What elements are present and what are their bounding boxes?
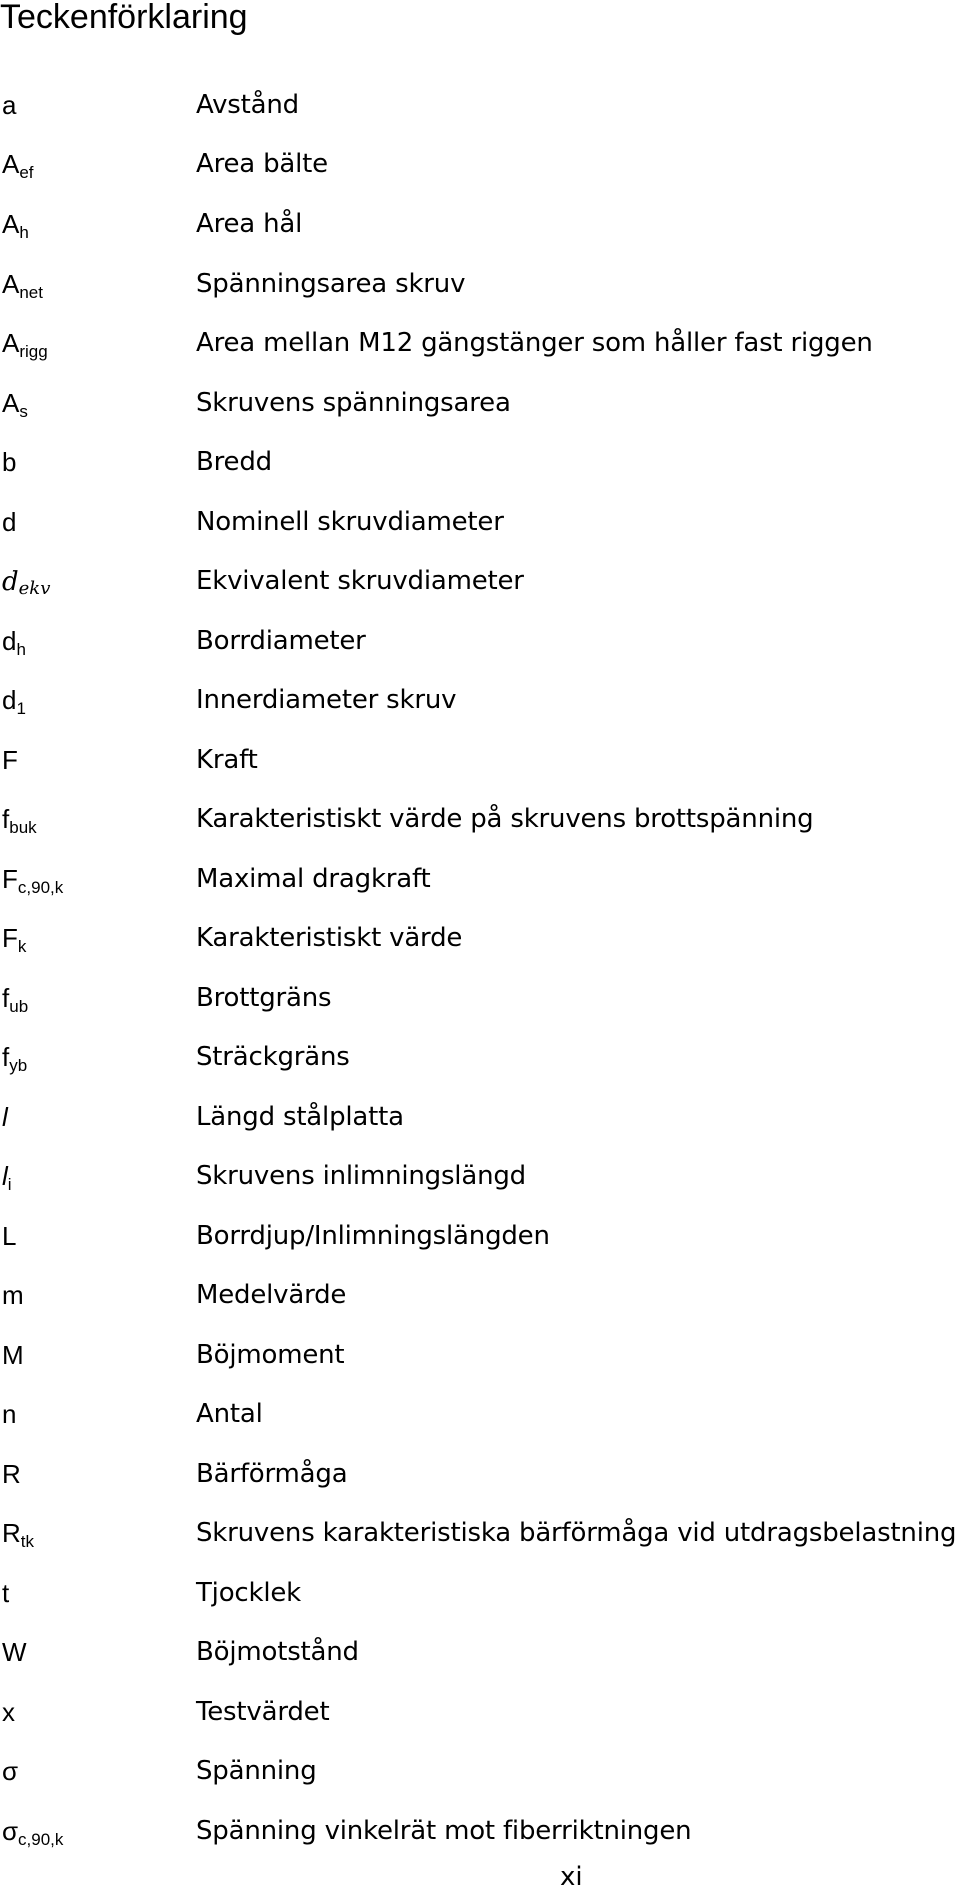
legend-description: Spänning bbox=[196, 1756, 317, 1786]
legend-row bbox=[0, 388, 960, 428]
legend-symbol: m bbox=[2, 1280, 24, 1310]
legend-row bbox=[0, 1637, 960, 1677]
legend-row bbox=[0, 804, 960, 844]
legend-symbol: $\sigma_{c,90,k}$ bbox=[2, 1816, 64, 1849]
legend-symbol: a bbox=[2, 90, 17, 120]
legend-symbol: $d_h$ bbox=[2, 626, 26, 659]
legend-row bbox=[0, 923, 960, 963]
legend-row bbox=[0, 269, 960, 309]
legend-symbol: $A_s$ bbox=[2, 388, 28, 421]
legend-symbol: $R_{tk}$ bbox=[2, 1518, 35, 1551]
legend-row bbox=[0, 447, 960, 487]
legend-symbol: $F_k$ bbox=[2, 923, 27, 956]
legend-row bbox=[0, 149, 960, 189]
legend-description: Nominell skruvdiameter bbox=[196, 507, 504, 537]
legend-row bbox=[0, 1756, 960, 1796]
legend-symbol: $f_{yb}$ bbox=[2, 1042, 28, 1075]
legend-row bbox=[0, 1280, 960, 1320]
page-number: xi bbox=[560, 1862, 583, 1892]
legend-description: Längd stålplatta bbox=[196, 1102, 404, 1132]
legend-row bbox=[0, 1042, 960, 1082]
legend-row bbox=[0, 1221, 960, 1261]
legend-row bbox=[0, 1340, 960, 1380]
legend-description: Innerdiameter skruv bbox=[196, 685, 457, 715]
legend-description: Bärförmåga bbox=[196, 1459, 348, 1489]
legend-symbol: $A_h$ bbox=[2, 209, 29, 242]
legend-description: Area hål bbox=[196, 209, 303, 239]
legend-row bbox=[0, 1459, 960, 1499]
legend-symbol: l bbox=[2, 1102, 8, 1132]
legend-description: Area bälte bbox=[196, 149, 328, 179]
legend-description: Medelvärde bbox=[196, 1280, 347, 1310]
legend-row bbox=[0, 745, 960, 785]
legend-description: Area mellan M12 gängstänger som håller fast riggen bbox=[196, 328, 873, 358]
legend-symbol: M bbox=[2, 1340, 24, 1370]
legend-symbol: L bbox=[2, 1221, 17, 1251]
legend-description: Antal bbox=[196, 1399, 263, 1429]
legend-symbol: b bbox=[2, 447, 17, 477]
legend-description: Spänningsarea skruv bbox=[196, 269, 466, 299]
legend-row bbox=[0, 507, 960, 547]
legend-symbol: W bbox=[2, 1637, 27, 1667]
legend-row bbox=[0, 1578, 960, 1618]
legend-description: Karakteristiskt värde på skruvens brottspänning bbox=[196, 804, 814, 834]
legend-row bbox=[0, 566, 960, 606]
legend-row bbox=[0, 685, 960, 725]
legend-row bbox=[0, 864, 960, 904]
legend-description: Skruvens karakteristiska bärförmåga vid utdragsbelastning bbox=[196, 1518, 957, 1548]
legend-symbol: n bbox=[2, 1399, 17, 1429]
legend-description: Maximal dragkraft bbox=[196, 864, 431, 894]
legend-symbol: σ bbox=[2, 1756, 19, 1786]
legend-symbol: $f_{buk}$ bbox=[2, 804, 37, 837]
legend-row bbox=[0, 1399, 960, 1439]
legend-description: Borrdjup/Inlimningslängden bbox=[196, 1221, 550, 1251]
legend-symbol: d bbox=[2, 507, 17, 537]
legend-description: Bredd bbox=[196, 447, 272, 477]
legend-description: Brottgräns bbox=[196, 983, 332, 1013]
legend-symbol: $A_{ef}$ bbox=[2, 149, 34, 182]
legend-description: Borrdiameter bbox=[196, 626, 366, 656]
legend-symbol: $F_{c,90,k}$ bbox=[2, 864, 64, 897]
legend-description: Karakteristiskt värde bbox=[196, 923, 463, 953]
legend-description: Kraft bbox=[196, 745, 258, 775]
legend-description: Böjmotstånd bbox=[196, 1637, 359, 1667]
legend-row bbox=[0, 1102, 960, 1142]
legend-symbol: t bbox=[2, 1578, 10, 1608]
legend-symbol: $d_1$ bbox=[2, 685, 26, 718]
legend-description: Sträckgräns bbox=[196, 1042, 350, 1072]
legend-description: Spänning vinkelrät mot fiberriktningen bbox=[196, 1816, 692, 1846]
legend-description: Ekvivalent skruvdiameter bbox=[196, 566, 524, 596]
legend-symbol: $f_{ub}$ bbox=[2, 983, 29, 1016]
legend-symbol: $l_i$ bbox=[2, 1161, 12, 1194]
legend-description: Böjmoment bbox=[196, 1340, 345, 1370]
legend-row bbox=[0, 1816, 960, 1856]
legend-row bbox=[0, 626, 960, 666]
legend-description: Testvärdet bbox=[196, 1697, 330, 1727]
legend-symbol: R bbox=[2, 1459, 21, 1489]
legend-row bbox=[0, 209, 960, 249]
legend-symbol: F bbox=[2, 745, 18, 775]
legend-row bbox=[0, 1518, 960, 1558]
legend-symbol: $A_{net}$ bbox=[2, 269, 43, 302]
legend-description: Skruvens spänningsarea bbox=[196, 388, 511, 418]
page-title: Teckenförklaring bbox=[0, 0, 248, 36]
legend-description: Tjocklek bbox=[196, 1578, 302, 1608]
legend-symbol: $d_{ekv}$ bbox=[2, 567, 51, 599]
legend-symbol: $A_{rigg}$ bbox=[2, 328, 48, 361]
legend-row bbox=[0, 90, 960, 130]
legend-row bbox=[0, 328, 960, 368]
legend-description: Avstånd bbox=[196, 90, 299, 120]
legend-row bbox=[0, 1161, 960, 1201]
legend-row bbox=[0, 1697, 960, 1737]
legend-row bbox=[0, 983, 960, 1023]
legend-description: Skruvens inlimningslängd bbox=[196, 1161, 526, 1191]
legend-symbol: x bbox=[2, 1697, 15, 1727]
